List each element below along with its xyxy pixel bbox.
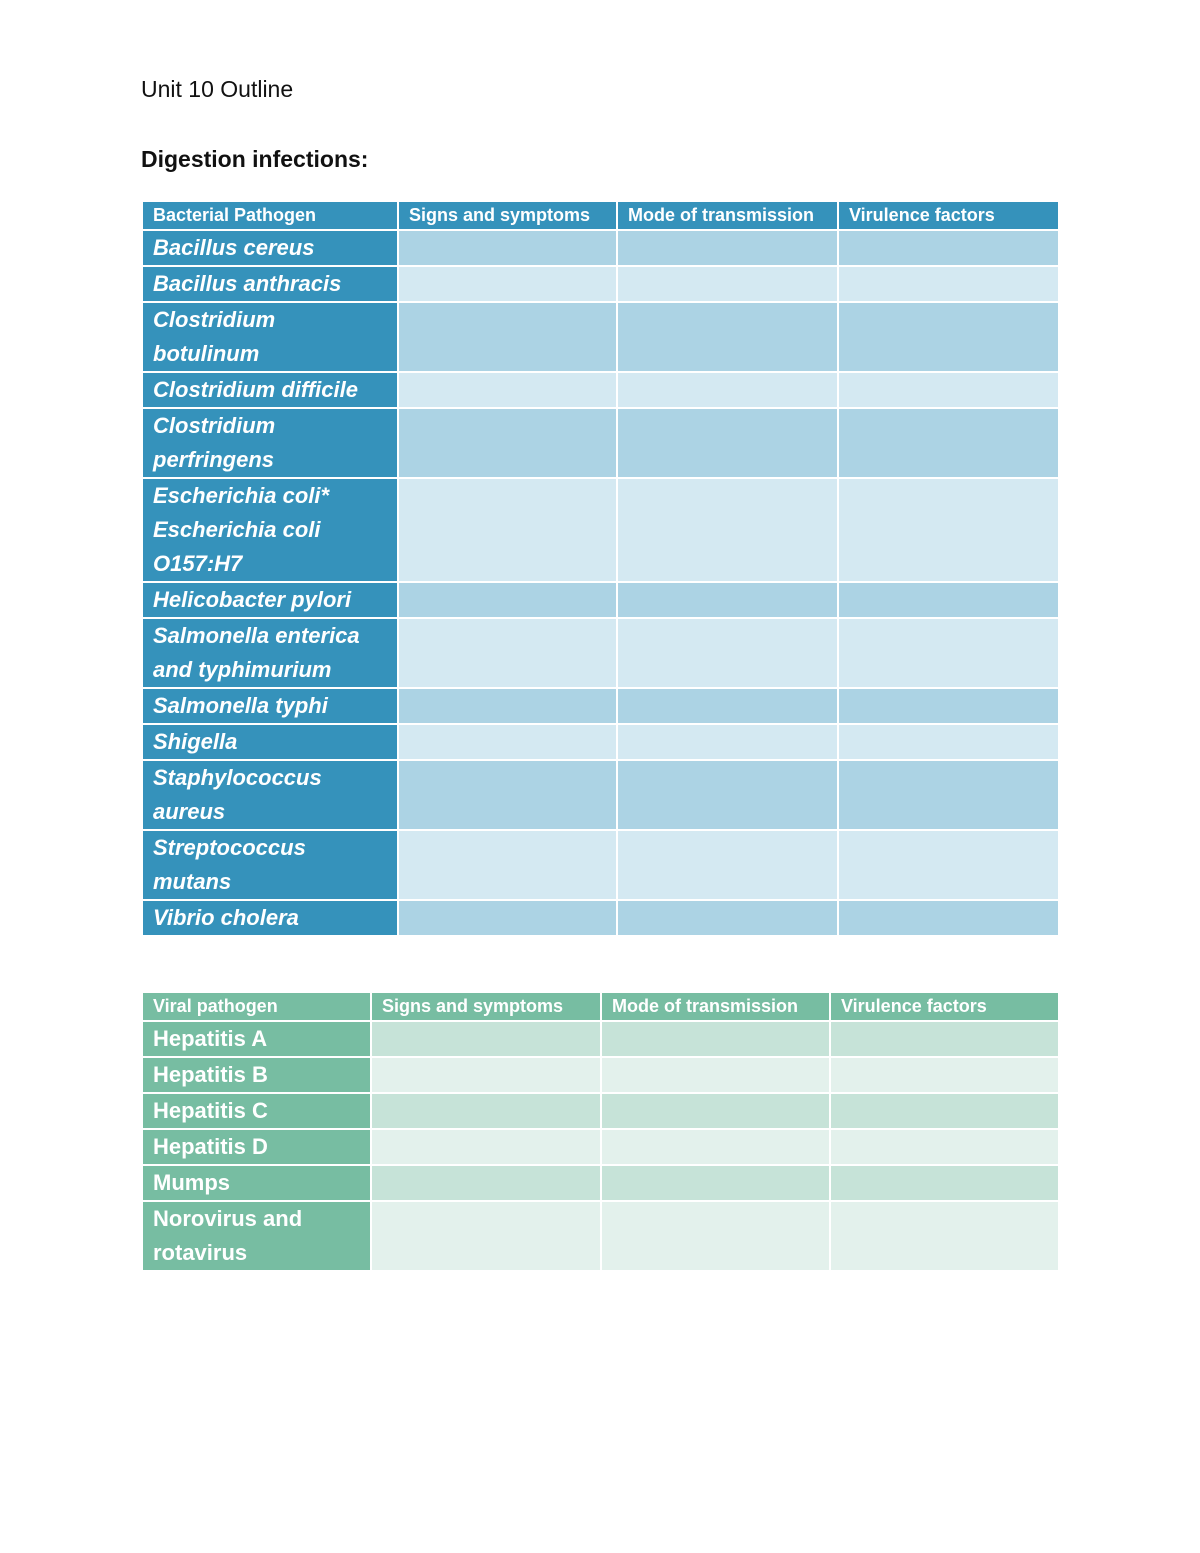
- empty-answer-cell[interactable]: [617, 408, 838, 478]
- empty-answer-cell[interactable]: [617, 618, 838, 688]
- pathogen-name: Norovirus and rotavirus: [142, 1201, 371, 1271]
- empty-answer-cell[interactable]: [830, 1129, 1059, 1165]
- pathogen-name: Salmonella enterica and typhimurium: [142, 618, 398, 688]
- empty-answer-cell[interactable]: [371, 1129, 601, 1165]
- table-row: [142, 1057, 1059, 1093]
- empty-answer-cell[interactable]: [398, 266, 617, 302]
- table-row: [142, 302, 1059, 372]
- empty-answer-cell[interactable]: [398, 408, 617, 478]
- pathogen-name: Streptococcus mutans: [142, 830, 398, 900]
- empty-answer-cell[interactable]: [398, 618, 617, 688]
- table-row: [142, 1129, 1059, 1165]
- empty-answer-cell[interactable]: [617, 302, 838, 372]
- empty-answer-cell[interactable]: [838, 302, 1059, 372]
- header-viral-pathogen: Viral pathogen: [142, 992, 371, 1021]
- empty-answer-cell[interactable]: [838, 760, 1059, 830]
- pathogen-name: Clostridium perfringens: [142, 408, 398, 478]
- empty-answer-cell[interactable]: [617, 582, 838, 618]
- bacterial-table-body: [142, 230, 1059, 936]
- header-virulence-factors: Virulence factors: [838, 201, 1059, 230]
- empty-answer-cell[interactable]: [371, 1057, 601, 1093]
- empty-answer-cell[interactable]: [601, 1093, 830, 1129]
- document-title: Unit 10 Outline: [141, 76, 294, 102]
- empty-answer-cell[interactable]: [838, 724, 1059, 760]
- pathogen-name: Staphylococcus aureus: [142, 760, 398, 830]
- empty-answer-cell[interactable]: [838, 408, 1059, 478]
- table-row: [142, 372, 1059, 408]
- empty-answer-cell[interactable]: [398, 900, 617, 936]
- table-row: [142, 724, 1059, 760]
- empty-answer-cell[interactable]: [617, 478, 838, 582]
- pathogen-name: Helicobacter pylori: [142, 582, 398, 618]
- empty-answer-cell[interactable]: [830, 1093, 1059, 1129]
- pathogen-name: Mumps: [142, 1165, 371, 1201]
- header-mode-of-transmission: Mode of transmission: [601, 992, 830, 1021]
- table-header-row: [142, 992, 1059, 1021]
- table-row: [142, 266, 1059, 302]
- empty-answer-cell[interactable]: [398, 372, 617, 408]
- empty-answer-cell[interactable]: [838, 618, 1059, 688]
- empty-answer-cell[interactable]: [617, 266, 838, 302]
- table-row: [142, 1165, 1059, 1201]
- header-signs-and-symptoms: Signs and symptoms: [398, 201, 617, 230]
- pathogen-name: Bacillus cereus: [142, 230, 398, 266]
- pathogen-name: Hepatitis C: [142, 1093, 371, 1129]
- bacterial-pathogen-table: [141, 200, 1060, 937]
- empty-answer-cell[interactable]: [371, 1201, 601, 1271]
- table-row: [142, 408, 1059, 478]
- empty-answer-cell[interactable]: [398, 724, 617, 760]
- table-row: [142, 478, 1059, 582]
- empty-answer-cell[interactable]: [838, 372, 1059, 408]
- table-row: [142, 1021, 1059, 1057]
- empty-answer-cell[interactable]: [398, 302, 617, 372]
- table-row: [142, 230, 1059, 266]
- empty-answer-cell[interactable]: [838, 230, 1059, 266]
- pathogen-name: Hepatitis D: [142, 1129, 371, 1165]
- pathogen-name: Hepatitis B: [142, 1057, 371, 1093]
- pathogen-name: Vibrio cholera: [142, 900, 398, 936]
- section-heading: Digestion infections:: [141, 146, 369, 172]
- table-header-row: [142, 201, 1059, 230]
- empty-answer-cell[interactable]: [398, 478, 617, 582]
- table-row: [142, 1201, 1059, 1271]
- table-row: [142, 830, 1059, 900]
- empty-answer-cell[interactable]: [601, 1165, 830, 1201]
- empty-answer-cell[interactable]: [617, 830, 838, 900]
- header-bacterial-pathogen: Bacterial Pathogen: [142, 201, 398, 230]
- header-signs-and-symptoms: Signs and symptoms: [371, 992, 601, 1021]
- empty-answer-cell[interactable]: [830, 1165, 1059, 1201]
- empty-answer-cell[interactable]: [617, 900, 838, 936]
- empty-answer-cell[interactable]: [617, 230, 838, 266]
- pathogen-name: Hepatitis A: [142, 1021, 371, 1057]
- pathogen-name: Clostridium botulinum: [142, 302, 398, 372]
- table-row: [142, 688, 1059, 724]
- empty-answer-cell[interactable]: [398, 582, 617, 618]
- empty-answer-cell[interactable]: [601, 1201, 830, 1271]
- header-virulence-factors: Virulence factors: [830, 992, 1059, 1021]
- empty-answer-cell[interactable]: [830, 1021, 1059, 1057]
- viral-table-body: [142, 1021, 1059, 1271]
- pathogen-name: Salmonella typhi: [142, 688, 398, 724]
- empty-answer-cell[interactable]: [838, 900, 1059, 936]
- empty-answer-cell[interactable]: [371, 1165, 601, 1201]
- empty-answer-cell[interactable]: [398, 830, 617, 900]
- pathogen-name: Escherichia coli* Escherichia coli O157:H7: [142, 478, 398, 582]
- empty-answer-cell[interactable]: [601, 1129, 830, 1165]
- empty-answer-cell[interactable]: [371, 1093, 601, 1129]
- empty-answer-cell[interactable]: [838, 582, 1059, 618]
- table-row: [142, 618, 1059, 688]
- empty-answer-cell[interactable]: [838, 478, 1059, 582]
- table-row: [142, 900, 1059, 936]
- pathogen-name: Clostridium difficile: [142, 372, 398, 408]
- empty-answer-cell[interactable]: [371, 1021, 601, 1057]
- empty-answer-cell[interactable]: [830, 1201, 1059, 1271]
- empty-answer-cell[interactable]: [830, 1057, 1059, 1093]
- empty-answer-cell[interactable]: [601, 1057, 830, 1093]
- empty-answer-cell[interactable]: [601, 1021, 830, 1057]
- pathogen-name: Bacillus anthracis: [142, 266, 398, 302]
- empty-answer-cell[interactable]: [838, 266, 1059, 302]
- empty-answer-cell[interactable]: [398, 688, 617, 724]
- empty-answer-cell[interactable]: [398, 760, 617, 830]
- empty-answer-cell[interactable]: [398, 230, 617, 266]
- empty-answer-cell[interactable]: [838, 830, 1059, 900]
- table-row: [142, 1093, 1059, 1129]
- empty-answer-cell[interactable]: [617, 688, 838, 724]
- empty-answer-cell[interactable]: [838, 688, 1059, 724]
- header-mode-of-transmission: Mode of transmission: [617, 201, 838, 230]
- empty-answer-cell[interactable]: [617, 760, 838, 830]
- viral-pathogen-table: [141, 991, 1060, 1272]
- table-row: [142, 760, 1059, 830]
- pathogen-name: Shigella: [142, 724, 398, 760]
- table-row: [142, 582, 1059, 618]
- empty-answer-cell[interactable]: [617, 724, 838, 760]
- empty-answer-cell[interactable]: [617, 372, 838, 408]
